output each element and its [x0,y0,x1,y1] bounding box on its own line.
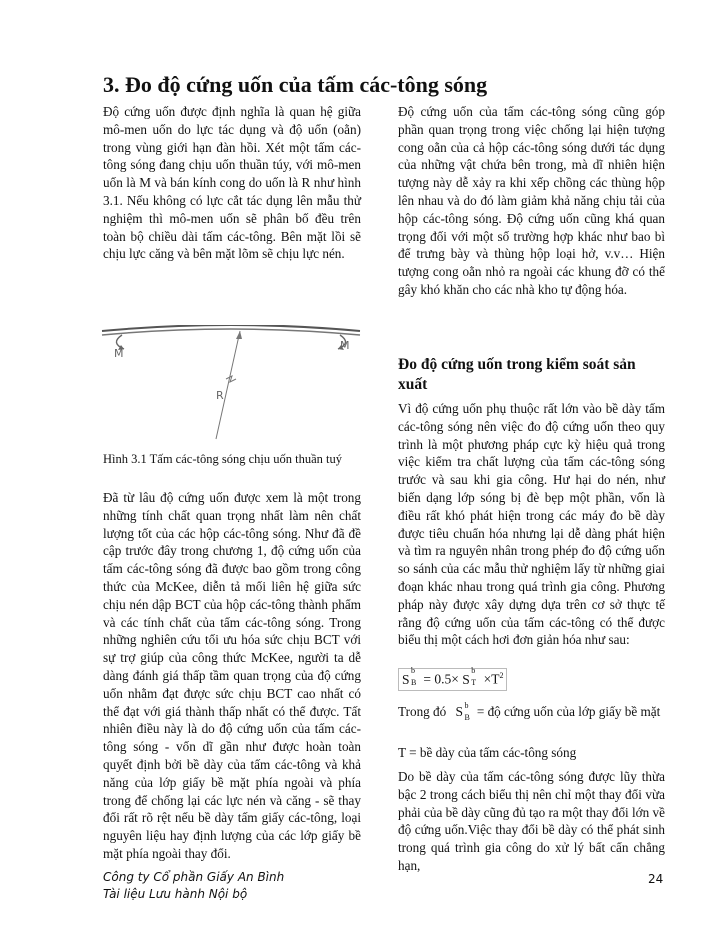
left-body-paragraph: Đã từ lâu độ cứng uốn được xem là một trong những tính chất quan trọng nhất làm nên chất lượng tốt của các hộp các-tông sóng. Như đã đề cập trước đây trong chương 1, độ cứng uốn của tấm các-tông sóng đã được bao gồm trong công thức của McKee, diễn tả mối liên hệ giữa sức chịu nén dập BCT của hộp các-tông thành phẩm và các tính chất của tấm các-tông sóng. Trong những nghiên cứu tối ưu hóa sức chịu BCT với sự trợ giúp của công thức McKee, người ta dễ dàng đánh giá thấp tầm quan trọng của độ cứng uốn nhằm đạt được sức chịu BCT cao nhất có thể đạt với giá thành thấp nhất có thể được. Tất nhiên điều này là do độ cứng uốn của tấm các-tông sóng - vốn dĩ gần như được hoàn toàn quyết định bởi bề dày của tấm các-tông và khả năng của lớp giấy bề mặt phía ngoài và phía trong để chống lại các lực nén và căng - sẽ thay đổi rất rõ rệt nếu bề dày tấm giấy các-tông, loại nguyên liệu hay định lượng của các lớp giấy bề mặt phía ngoài thay đổi. [103,490,361,861]
footer-company: Công ty Cổ phần Giấy An Bình [103,870,285,884]
figure-bending-diagram [100,325,362,443]
formula-box: S b B = 0.5× S b T $\times T^2$ [398,668,507,691]
board-bottom-curve [102,329,360,335]
page-number: 24 [648,872,664,886]
bending-diagram [100,325,362,443]
board-top-curve [102,325,360,331]
section-heading: Đo độ cứng uốn trong kiểm soát sản xuất [398,356,636,393]
right-intro-paragraph: Độ cứng uốn của tấm các-tông sóng cũng góp phần quan trọng trong việc chống lại hiện tượng cong oằn của cả hộp các-tông sóng dưới tác dụng của những vật chứa bên trong, mà dĩ nhiên hiện tượng này dễ xảy ra khi xếp chồng các thùng hộp lên nhau và do đó làm giảm khả năng chịu tải của hộp các-tông sóng. Độ cứng uốn cũng khá quan trọng đối với một số trường hợp khác như bao bì để trưng bày và thùng hộp loại hở, v.v… Hiện tượng cong oằn nhỏ ra ngoài các khung đỡ có thể gây khó khăn cho các nhà kho tự động hóa. [398,104,665,297]
t-definition: T = bề dày của tấm các-tông sóng [398,745,577,760]
footer-note: Tài liệu Lưu hành Nội bộ [103,887,248,901]
page-title: 3. Đo độ cứng uốn của tấm các-tông sóng [103,72,488,97]
right-body-paragraph: Vì độ cứng uốn phụ thuộc rất lớn vào bề dày tấm các-tông sóng nên việc đo độ cứng uốn theo quy trình là một phương pháp cực kỳ hiệu quả trong việc kiểm tra chất lượng của tấm các-tông sóng trước và sau khi gia công. Hư hại do nén, như biến dạng lớp sóng bị đè bẹp một phần, vốn là điều rất khó phát hiện trong các máy đo bề dày được tiêu chuẩn hóa nhưng lại dễ dàng phát hiện và tìm ra nguyên nhân trong phép đo độ cứng uốn so sánh của các mẫu thử nghiệm lấy từ những giai đoạn khác nhau trong quá trình gia công. Phương pháp này được xây dựng dựa trên cơ sở thực tế rằng độ cứng uốn của tấm các-tông có thể được biểu thị một cách hơi đơn giản hóa như sau: [398,401,665,648]
left-intro-paragraph: Độ cứng uốn được định nghĩa là quan hệ giữa mô-men uốn do lực tác dụng và độ uốn (oằn) trong vùng giới hạn đàn hồi. Xét một tấm các-tông sóng đang chịu uốn thuần túy, với mô-men uốn là M và bán kính cong do uốn là R như hình 3.1. Nếu không có lực cắt tác dụng lên mẫu thử nghiệm thì mô-men uốn sẽ phân bố đều trên toàn bộ chiều dài tấm các-tông. Bên mặt lồi sẽ chịu lực căng và bên mặt lõm sẽ chịu lực nén. [103,104,361,262]
where-definition: Trong đó S b B = độ cứng uốn của lớp giấy bề mặt [398,701,661,722]
right-closing-paragraph: Do bề dày của tấm các-tông sóng được lũy thừa bậc 2 trong cách biểu thị nên chỉ một thay đổi vừa phải của bề dày cũng đủ tạo ra một thay đổi lớn về độ cứng uốn.Việc thay đổi bề dày có thể phát sinh trong quá trình gia công do xử lý bất cẩn chẳng hạn, [398,769,665,873]
label-m-left: M [114,347,124,360]
figure-caption: Hình 3.1 Tấm các-tông sóng chịu uốn thuần tuý [103,452,342,466]
formula [398,665,507,691]
label-m-right: M [340,339,350,352]
radius-line [216,331,240,439]
label-r: R [216,389,224,402]
